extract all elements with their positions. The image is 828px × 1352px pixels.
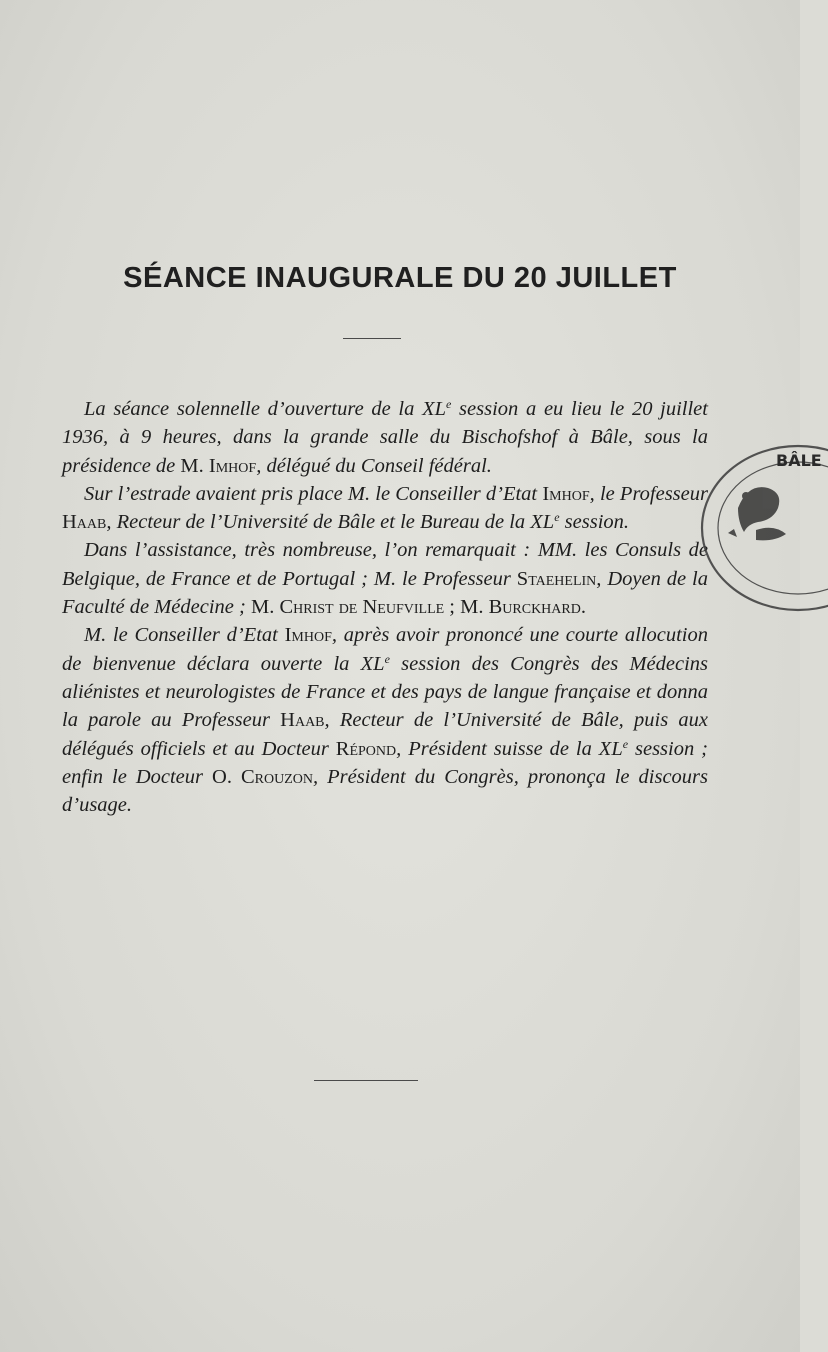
person-name: Imhof (208, 454, 257, 477)
title-divider (343, 338, 401, 339)
body-text (62, 395, 708, 819)
paragraph-1: La séance solennelle d’ouverture de la XLe session a eu lieu le 20 juillet 1936, à 9 heures, dans la grande salle du Bischofshof à Bâle, sous la présidence de M. Imhof, délégué du Conseil fédéral. (62, 397, 708, 477)
end-divider (314, 1080, 418, 1081)
paragraph-2: Sur l’estrade avaient pris place M. le Conseiller d’Etat Imhof, le Professeur Haab, Recteur de l’Université de Bâle et le Bureau de la XLe session. (62, 482, 708, 534)
person-name: Staehelin (516, 567, 597, 590)
person-name: Imhof (542, 482, 590, 505)
paragraph-3: Dans l’assistance, très nombreuse, l’on remarquait : MM. les Consuls de Belgique, de France et de Portugal ; M. le Professeur Staehelin, Doyen de la Faculté de Médecine ; M. Christ de Neufville ; M. Burckhard. (62, 539, 709, 619)
person-name: Haab (280, 709, 325, 732)
stamp-text: BÂLE (776, 451, 822, 470)
person-name: Burckhard (488, 596, 581, 619)
paragraph-4: M. le Conseiller d’Etat Imhof, après avoir prononcé une courte allocution de bienvenue déclara ouverte la XLe session des Congrès des Médecins aliénistes et neurologistes de France et des pays de langue française et donna la parole au Professeur Haab, Recteur de l’Université de Bâle, puis aux délégués officiels et au Docteur Répond, Président suisse de la XLe session ; enfin le Docteur O. Crouzon, Président du Congrès, prononça le discours d’usage. (62, 624, 709, 817)
library-stamp-icon (698, 438, 828, 638)
person-name: Haab (62, 511, 107, 534)
person-name: Répond (335, 737, 397, 760)
person-name: Christ de Neufville (279, 596, 445, 619)
page-title: SÉANCE INAUGURALE DU 20 JUILLET (123, 262, 677, 294)
person-name: Crouzon (241, 765, 314, 788)
person-name: Imhof (284, 624, 332, 647)
